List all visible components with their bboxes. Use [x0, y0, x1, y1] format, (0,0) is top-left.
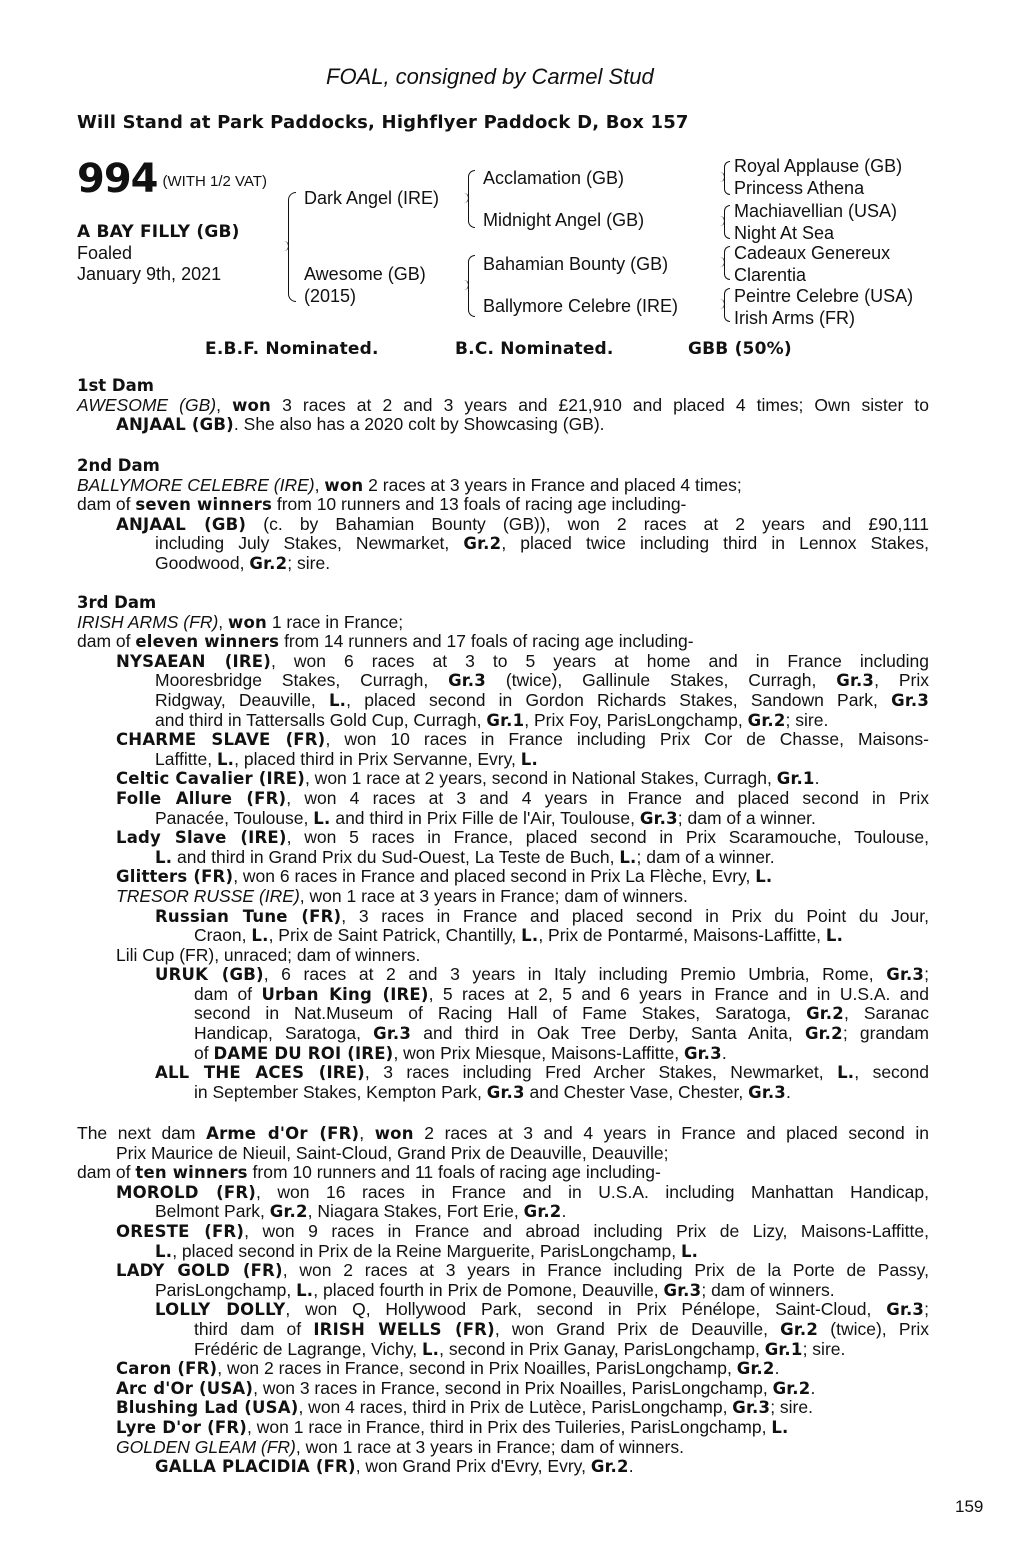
pedigree-dam-year: (2015) [304, 286, 357, 306]
text-line: Laffitte, L., placed third in Prix Servanne, Evry, L. [155, 748, 538, 769]
text-line: ORESTE (FR), won 9 races in France and abroad including Prix de Lizy, Maisons-Laffitte, [116, 1220, 929, 1241]
bold-text: Gr.2 [806, 1004, 844, 1024]
third-dam-line2 [77, 632, 929, 652]
text-line: of DAME DU ROI (IRE), won Prix Miesque, Maisons-Laffitte, Gr.3. [194, 1042, 727, 1063]
bold-text: L. [313, 808, 331, 828]
pedigree-sds: Machiavellian (USA) [734, 201, 898, 221]
pedigree-brace-ss [724, 161, 730, 195]
bold-text: Lyre D'or (FR) [116, 1417, 248, 1437]
next-dam-winners: ten winners [135, 1163, 248, 1183]
bold-text: Russian Tune (FR) [155, 906, 342, 926]
bold-text: Gr.3 [886, 965, 925, 985]
bold-text: Gr.3 [836, 671, 875, 691]
pedigree-sire-dam: Midnight Angel (GB) [483, 210, 645, 230]
text-line: URUK (GB), 6 races at 2 and 3 years in Italy including Premio Umbria, Rome, Gr.3; [155, 964, 929, 985]
third-dam-line: IRISH ARMS (FR), won 1 race in France; [77, 611, 404, 632]
bold-text: URUK (GB) [155, 965, 264, 985]
italic-text: GOLDEN GLEAM (FR) [116, 1436, 296, 1457]
text-line: second in Nat.Museum of Racing Hall of Fame Stakes, Saratoga, Gr.2, Saranac [194, 1003, 929, 1024]
bold-text: Gr.3 [663, 1280, 702, 1300]
text-line: Glitters (FR), won 6 races in France and placed second in Prix La Flèche, Evry, L. [116, 866, 773, 887]
first-dam-text1: 3 races at 2 and 3 years and £21,910 and placed 4 times; Own sister to [271, 394, 929, 415]
next-dam-won: won [374, 1124, 414, 1143]
bold-text: L. [619, 847, 637, 867]
anjaal-text3: , placed twice including third in Lennox Stakes, [501, 533, 929, 554]
second-dam-text1: 2 races at 3 years in France and placed 4 times; [363, 474, 742, 495]
ebf-nominated: E.B.F. Nominated. [205, 339, 379, 359]
text-line: Lady Slave (IRE), won 5 races in France, placed second in Prix Scaramouche, Toulouse, [116, 827, 929, 848]
second-dam-line: BALLYMORE CELEBRE (IRE), won 2 races at 3 years in France and placed 4 times; [77, 474, 742, 495]
text-line: GOLDEN GLEAM (FR), won 1 race at 3 years in France; dam of winners. [116, 1436, 684, 1457]
text-line: CHARME SLAVE (FR), won 10 races in France including Prix Cor de Chasse, Maisons- [116, 729, 929, 750]
bold-text: Celtic Cavalier (IRE) [116, 769, 305, 789]
text-line: third dam of IRISH WELLS (FR), won Grand Prix de Deauville, Gr.2 (twice), Prix [194, 1318, 930, 1339]
bold-text: Gr.3 [486, 1082, 525, 1102]
pedigree-ssd: Princess Athena [734, 178, 865, 198]
pedigree-sire: Dark Angel (IRE) [304, 188, 440, 208]
anjaal-text1: (c. by Bahamian Bounty (GB)), won 2 races at 2 years and £90,111 [246, 513, 929, 534]
first-dam-won: won [232, 395, 271, 415]
pedigree-dsd: Clarentia [734, 265, 807, 285]
bc-nominated: B.C. Nominated. [455, 339, 614, 359]
bold-text: L. [421, 1339, 440, 1359]
bold-text: ORESTE (FR) [116, 1221, 245, 1241]
bold-text: Glitters (FR) [116, 867, 234, 887]
bold-text: Gr.1 [764, 1339, 803, 1359]
text-line: Mooresbridge Stakes, Curragh, Gr.3 (twice), Gallinule Stakes, Curragh, Gr.3, Prix [155, 670, 929, 691]
bold-text: L. [825, 926, 844, 946]
bold-text: LADY GOLD (FR) [116, 1261, 283, 1281]
pedigree-brace-main [288, 192, 296, 302]
bold-text: Gr.3 [732, 1398, 771, 1418]
bold-text: L. [328, 690, 347, 710]
bold-text: L. [155, 847, 173, 867]
gbb-note: GBB (50%) [688, 339, 792, 359]
bold-text: Gr.2 [523, 1202, 562, 1222]
lot-number-value: 994 [77, 156, 158, 202]
bold-text: Gr.3 [639, 808, 678, 828]
second-dam-text2: from 10 runners and 13 foals of racing age including- [271, 494, 687, 515]
bold-text: Gr.3 [448, 671, 486, 691]
text-line: MOROLD (FR), won 16 races in France and in U.S.A. including Manhattan Handicap, [116, 1181, 929, 1202]
text-line: Arc d'Or (USA), won 3 races in France, second in Prix Noailles, ParisLongchamp, Gr.2. [116, 1377, 816, 1398]
bold-text: IRISH WELLS (FR) [313, 1319, 495, 1339]
text-line: GALLA PLACIDIA (FR), won Grand Prix d'Evry, Evry, Gr.2. [155, 1456, 634, 1477]
bold-text: Gr.2 [590, 1457, 629, 1477]
pedigree-dss: Cadeaux Genereux [734, 243, 891, 263]
foaled-date: January 9th, 2021 [77, 264, 222, 284]
bold-text: NYSAEAN (IRE) [116, 651, 271, 671]
text-line: dam of Urban King (IRE), 5 races at 2, 5 and 6 years in France and in U.S.A. and [194, 983, 929, 1004]
third-dam-won: won [228, 612, 267, 632]
text-line: and third in Tattersalls Gold Cup, Curragh, Gr.1, Prix Foy, ParisLongchamp, Gr.2; sire. [155, 709, 829, 730]
text-line: Lyre D'or (FR), won 1 race in France, third in Prix des Tuileries, ParisLongchamp, L. [116, 1416, 789, 1437]
bold-text: Gr.3 [891, 690, 930, 710]
third-dam-heading: 3rd Dam [77, 593, 157, 612]
second-dam-name: BALLYMORE CELEBRE (IRE) [77, 474, 315, 495]
text-line: Blushing Lad (USA), won 4 races, third in Prix de Lutèce, ParisLongchamp, Gr.3; sire. [116, 1397, 813, 1418]
anjaal-text4: Goodwood, [155, 552, 250, 573]
pedigree-brace-sd [724, 205, 730, 239]
second-dam-section [77, 456, 929, 574]
pedigree-dds: Peintre Celebre (USA) [734, 286, 914, 306]
lot-name: A BAY FILLY (GB) [77, 222, 240, 242]
bold-text: ALL THE ACES (IRE) [155, 1063, 365, 1083]
bold-text: L. [680, 1241, 699, 1261]
text-line: Russian Tune (FR), 3 races in France and placed second in Prix du Point du Jour, [155, 905, 929, 926]
bold-text: L. [755, 867, 773, 887]
pedigree-brace-dd [724, 288, 730, 322]
bold-text: Gr.2 [780, 1319, 819, 1339]
pedigree-brace-ds [724, 246, 730, 280]
lot-number [77, 156, 267, 202]
text-line: Lili Cup (FR), unraced; dam of winners. [116, 944, 421, 965]
bold-text: Gr.1 [776, 769, 815, 789]
bold-text: L. [771, 1417, 789, 1437]
bold-text: Gr.3 [683, 1043, 722, 1063]
anjaal-name: ANJAAL (GB) [116, 514, 247, 534]
next-dam-section [77, 1124, 929, 1477]
stand-location: Will Stand at Park Paddocks, Highflyer Paddock D, Box 157 [77, 112, 689, 133]
next-dam-name: Arme d'Or (FR) [206, 1124, 360, 1143]
bold-text: CHARME SLAVE (FR) [116, 730, 326, 750]
anjaal-gr2: Gr.2 [463, 534, 502, 554]
bold-text: L. [520, 749, 538, 769]
text-line: L. and third in Grand Prix du Sud-Ouest, La Teste de Buch, L.; dam of a winner. [155, 846, 775, 867]
page-title: FOAL, consigned by Carmel Stud [326, 64, 654, 89]
third-dam-progeny [77, 652, 929, 1103]
next-dam-intro: The next dam [77, 1123, 207, 1143]
bold-text: Gr.3 [748, 1082, 786, 1102]
bold-text: Caron (FR) [116, 1359, 218, 1379]
pedigree-sire-sire: Acclamation (GB) [483, 168, 625, 188]
third-dam-winners: eleven winners [135, 632, 280, 652]
bold-text: Gr.2 [804, 1024, 843, 1044]
next-dam-text3: from 10 runners and 11 foals of racing age including- [247, 1162, 661, 1183]
text-line: Craon, L., Prix de Saint Patrick, Chantilly, L., Prix de Pontarmé, Maisons-Laffitte, L. [194, 925, 844, 946]
text-line: Caron (FR), won 2 races in France, second in Prix Noailles, ParisLongchamp, Gr.2. [116, 1358, 780, 1379]
bold-text: Gr.2 [772, 1378, 811, 1398]
second-dam-heading: 2nd Dam [77, 456, 160, 475]
bold-text: GALLA PLACIDIA (FR) [155, 1457, 356, 1477]
text-line: ParisLongchamp, L., placed fourth in Prix de Pomone, Deauville, Gr.3; dam of winners. [155, 1279, 835, 1300]
text-line: TRESOR RUSSE (IRE), won 1 race at 3 years in France; dam of winners. [116, 885, 688, 906]
second-dam-dam-of: dam of [77, 494, 136, 515]
text-line: LOLLY DOLLY, won Q, Hollywood Park, second in Prix Pénélope, Saint-Cloud, Gr.3; [155, 1299, 929, 1320]
text-line: Handicap, Saratoga, Gr.3 and third in Oak Tree Derby, Santa Anita, Gr.2; grandam [194, 1023, 929, 1044]
bold-text: Gr.2 [747, 710, 786, 730]
pedigree-brace-sire [468, 170, 475, 228]
bold-text: Folle Allure (FR) [116, 788, 287, 808]
second-dam-anjaal2 [77, 534, 929, 554]
third-dam-section [77, 593, 929, 1102]
bold-text: Lady Slave (IRE) [116, 828, 287, 848]
bold-text: Gr.2 [269, 1202, 308, 1222]
vat-note: (WITH 1/2 VAT) [162, 173, 267, 190]
text-line: Celtic Cavalier (IRE), won 1 race at 2 years, second in National Stakes, Curragh, Gr.1. [116, 768, 820, 789]
second-dam-won: won [324, 475, 364, 495]
text-line: LADY GOLD (FR), won 2 races at 3 years in France including Prix de la Porte de Passy, [116, 1260, 929, 1281]
first-dam-heading: 1st Dam [77, 376, 154, 395]
text-line: Belmont Park, Gr.2, Niagara Stakes, Fort Erie, Gr.2. [155, 1201, 567, 1222]
second-dam-winners: seven winners [135, 495, 272, 515]
first-dam-text2: . She also has a 2020 colt by Showcasing (GB). [233, 414, 605, 435]
bold-text: LOLLY DOLLY [155, 1300, 286, 1320]
first-dam-sister: ANJAAL (GB) [116, 415, 234, 435]
bold-text: Gr.3 [373, 1024, 412, 1044]
bold-text: Blushing Lad (USA) [116, 1398, 299, 1418]
anjaal-gr2b: Gr.2 [249, 553, 288, 573]
anjaal-text2: including July Stakes, Newmarket, [155, 533, 464, 554]
pedigree-dam: Awesome (GB) [304, 264, 426, 284]
italic-text: TRESOR RUSSE (IRE) [116, 885, 300, 906]
bold-text: L. [216, 749, 235, 769]
next-dam-dam-of: dam of [77, 1162, 136, 1183]
pedigree-brace-dam [468, 255, 475, 317]
second-dam-anjaal3 [77, 554, 929, 574]
first-dam-name: AWESOME (GB) [77, 394, 217, 415]
first-dam-section [77, 376, 929, 435]
bold-text: Gr.3 [886, 1300, 925, 1320]
bold-text: L. [837, 1063, 855, 1083]
pedigree-sss: Royal Applause (GB) [734, 156, 903, 176]
text-line: Panacée, Toulouse, L. and third in Prix Fille de l'Air, Toulouse, Gr.3; dam of a winner. [155, 807, 816, 828]
bold-text: L. [251, 926, 269, 946]
next-dam-line: The next dam Arme d'Or (FR), won 2 races at 3 and 4 years in France and placed second in [77, 1123, 929, 1143]
next-dam-line3 [77, 1163, 929, 1183]
next-dam-text1: 2 races at 3 and 4 years in France and placed second in [413, 1123, 929, 1143]
bold-text: Gr.1 [486, 710, 525, 730]
pedigree-ddd: Irish Arms (FR) [734, 308, 855, 328]
third-dam-name: IRISH ARMS (FR) [77, 611, 219, 632]
third-dam-dam-of: dam of [77, 631, 136, 652]
text-line: L., placed second in Prix de la Reine Marguerite, ParisLongchamp, L. [155, 1240, 699, 1261]
second-dam-anjaal [77, 515, 929, 535]
text-line: NYSAEAN (IRE), won 6 races at 3 to 5 years at home and in France including [116, 650, 929, 671]
bold-text: Urban King (IRE) [261, 984, 429, 1004]
first-dam-line: AWESOME (GB), won 3 races at 2 and 3 years and £21,910 and placed 4 times; Own sister to [77, 394, 929, 415]
bold-text: L. [296, 1280, 314, 1300]
next-dam-progeny [77, 1183, 929, 1477]
text-line: ALL THE ACES (IRE), 3 races including Fred Archer Stakes, Newmarket, L., second [155, 1062, 930, 1083]
foaled-label: Foaled [77, 243, 133, 263]
third-dam-text1: 1 race in France; [266, 611, 404, 632]
next-dam-line2: Prix Maurice de Nieuil, Saint-Cloud, Grand Prix de Deauville, Deauville; [116, 1142, 669, 1163]
bold-text: Arc d'Or (USA) [116, 1378, 254, 1398]
pedigree-dam-dam: Ballymore Celebre (IRE) [483, 296, 679, 316]
second-dam-line2 [77, 495, 929, 515]
bold-text: DAME DU ROI (IRE) [213, 1043, 394, 1063]
third-dam-text2: from 14 runners and 17 foals of racing age including- [279, 631, 694, 652]
bold-text: L. [155, 1241, 173, 1261]
pedigree-sdd: Night At Sea [734, 223, 835, 243]
bold-text: L. [521, 926, 539, 946]
text-line: Ridgway, Deauville, L., placed second in Gordon Richards Stakes, Sandown Park, Gr.3 [155, 689, 930, 710]
page-number: 159 [955, 1497, 984, 1516]
text-line: in September Stakes, Kempton Park, Gr.3 and Chester Vase, Chester, Gr.3. [194, 1081, 791, 1102]
text-line: Folle Allure (FR), won 4 races at 3 and 4 years in France and placed second in Prix [116, 787, 930, 808]
bold-text: MOROLD (FR) [116, 1182, 257, 1202]
first-dam-line2 [77, 415, 929, 435]
text-line: Frédéric de Lagrange, Vichy, L., second in Prix Ganay, ParisLongchamp, Gr.1; sire. [194, 1338, 846, 1359]
bold-text: Gr.2 [736, 1359, 775, 1379]
pedigree-dam-sire: Bahamian Bounty (GB) [483, 254, 669, 274]
anjaal-text5: ; sire. [287, 552, 331, 573]
